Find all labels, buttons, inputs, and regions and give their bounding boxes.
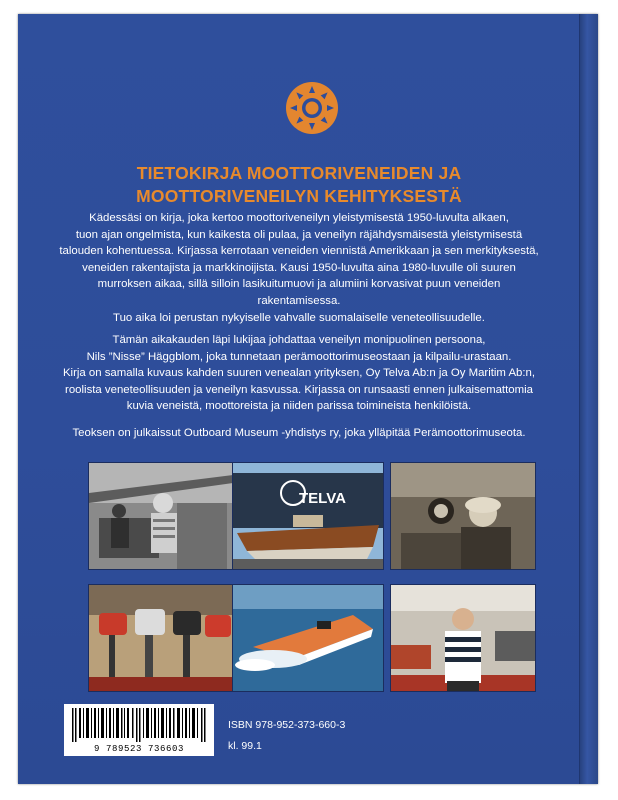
sun-logo-icon — [285, 81, 339, 135]
cover-title — [18, 162, 580, 208]
photo-outboard-motor-museum — [88, 584, 234, 692]
isbn-number: ISBN 978-952-373-660-3 — [228, 719, 346, 731]
photo-telva-factory-boat — [232, 462, 384, 570]
text-line: veneiden rakentajista ja markkinoijista. Kausi 1950-luvulta aina 1980-luvulle oli suuren — [82, 261, 516, 274]
text-line: Kirja on samalla kuvaus kahden suuren venealan yrityksen, Oy Telva Ab:n ja Oy Maritim Ab:n, — [62, 367, 536, 380]
text-line: Nils ”Nisse” Häggblom, joka tunnetaan perämoottorimuseostaan ja kilpailu-urastaan. — [86, 350, 512, 363]
text-line: murroksen aikaa, sillä silloin lasikuitumuovi ja alumiini korvasivat puun veneiden rakentamisessa. — [97, 278, 501, 307]
text-line: kuvia veneistä, moottoreista ja niiden parissa toimineista henkilöistä. — [126, 400, 472, 413]
photo-workshop-boatbuilders — [88, 462, 234, 570]
photo-racing-speedboat — [232, 584, 384, 692]
cover-title-line-2: MOOTTORIVENEILYN KEHITYKSESTÄ — [136, 186, 462, 206]
text-line: Tuo aika loi perustan nykyiselle vahvalle suomalaiselle veneteollisuudelle. — [113, 311, 485, 324]
text-line: talouden kohentuessa. Kirjassa kerrotaan veneiden viennistä Amerikkaan ja sen merkityksestä, — [59, 245, 539, 258]
cover-title-line-1: TIETOKIRJA MOOTTORIVENEIDEN JA — [136, 163, 462, 183]
text-line: Kädessäsi on kirja, joka kertoo moottoriveneilyn yleistymisestä 1950-luvulta alkaen, — [89, 212, 509, 224]
telva-sign-text: TELVA — [299, 490, 346, 507]
isbn-barcode — [64, 704, 214, 756]
book-back-cover — [18, 14, 598, 784]
description-paragraph-2 — [58, 332, 540, 415]
library-classification: kl. 99.1 — [228, 740, 262, 752]
book-spine-edge — [579, 14, 598, 784]
text-line: roolista veneteollisuuden ja veneilyn kasvussa. Kirjassa on runsaasti ennen julkaisemattomia — [65, 383, 533, 396]
barcode-bars — [72, 708, 206, 742]
text-line: Tämän aikakauden läpi lukijaa johdattaa veneilyn monipuolinen persoona, — [112, 334, 486, 346]
description-paragraph-1 — [58, 210, 540, 326]
barcode-digits: 9 789523 736603 — [93, 744, 184, 754]
publisher-note: Teoksen on julkaissut Outboard Museum -yhdistys ry, joka ylläpitää Perämoottorimuseota. — [72, 427, 526, 439]
photo-man-at-boat-show — [390, 584, 536, 692]
text-line: tuon ajan ongelmista, kun kaikesta oli pulaa, ja veneilyn räjähdysmäisestä yleistymisestä — [75, 228, 523, 241]
photo-vintage-driver-portrait — [390, 462, 536, 570]
